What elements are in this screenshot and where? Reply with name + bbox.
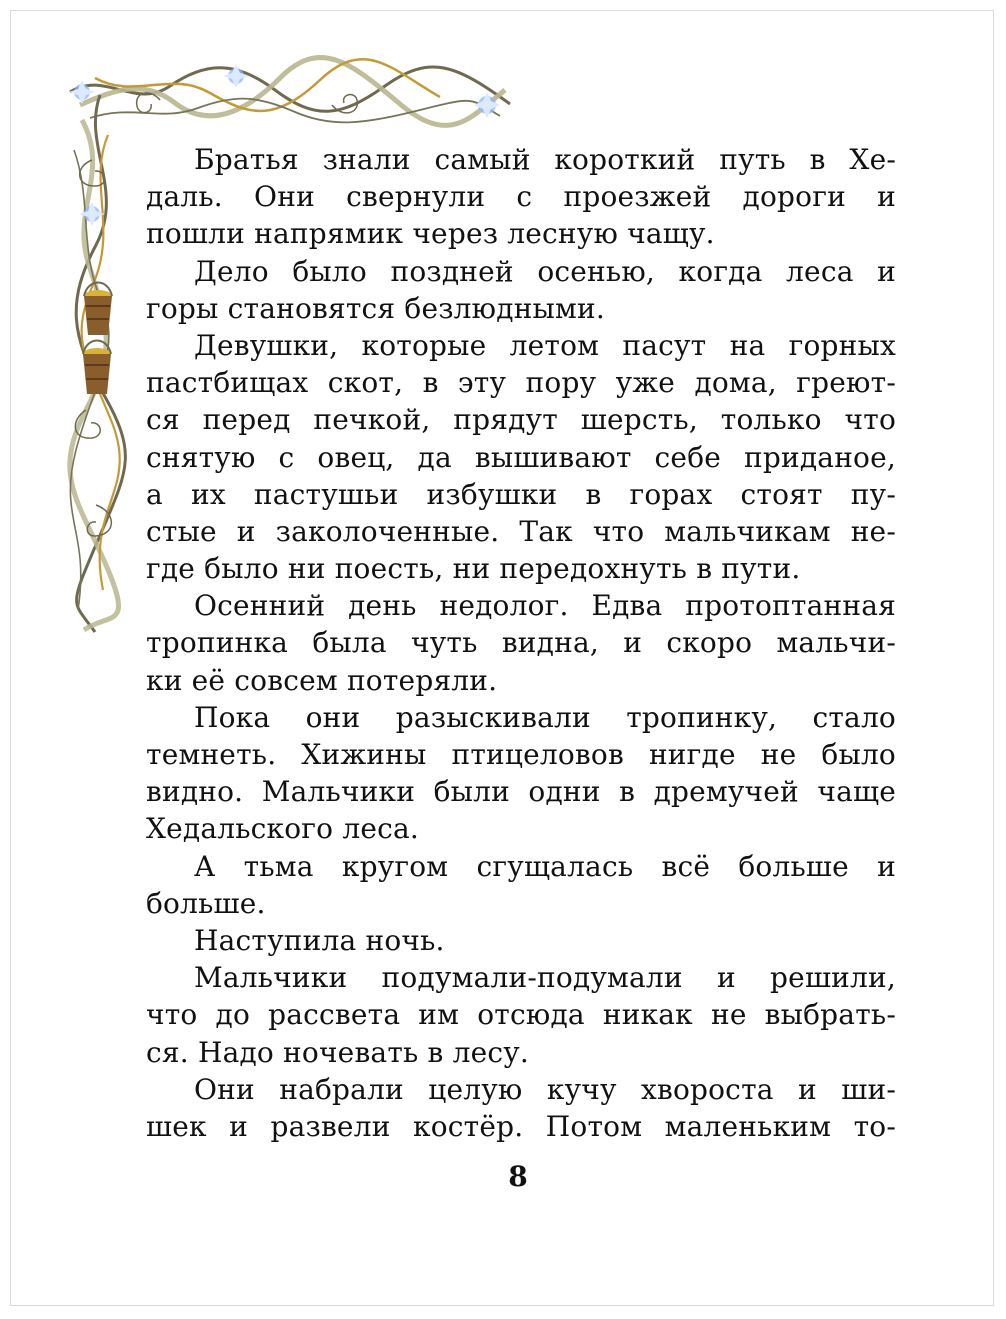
text-line: Хедальского леса. bbox=[146, 812, 419, 846]
text-line: видно. Мальчики были одни в дремучей чаще bbox=[146, 775, 896, 809]
text-line: стые и заколоченные. Так что мальчикам не- bbox=[146, 514, 896, 548]
text-line: пастбищах скот, в эту пору уже дома, греют- bbox=[146, 366, 896, 400]
text-line: шек и развели костёр. Потом маленьким то- bbox=[146, 1109, 896, 1143]
text-line: ки её совсем потеряли. bbox=[146, 663, 498, 697]
text-line: больше. bbox=[146, 886, 266, 920]
text-line: даль. Они свернули с проезжей дороги и bbox=[146, 180, 896, 214]
text-line: Они набрали целую кучу хвороста и ши- bbox=[194, 1072, 896, 1106]
text-line: горы становятся безлюдными. bbox=[146, 291, 605, 325]
text-line: снятую с овец, да вышивают себе приданое, bbox=[146, 440, 896, 474]
text-line: Пока они разыскивали тропинку, стало bbox=[194, 700, 896, 734]
text-line: а их пастушьи избушки в горах стоят пу- bbox=[146, 477, 896, 511]
page-text bbox=[146, 141, 896, 1145]
text-line: Мальчики подумали-подумали и решили, bbox=[194, 961, 896, 995]
text-line: тропинка была чуть видна, и скоро мальчи- bbox=[146, 626, 896, 660]
text-line: пошли напрямик через лесную чащу. bbox=[146, 217, 715, 251]
text-line: где было ни поесть, ни передохнуть в пути. bbox=[146, 552, 801, 586]
text-line: что до рассвета им отсюда никак не выбрать- bbox=[146, 998, 896, 1032]
text-line: темнеть. Хижины птицеловов нигде не было bbox=[146, 738, 896, 771]
text-line: Братья знали самый короткий путь в Хе- bbox=[194, 143, 896, 176]
text-line: Осенний день недолог. Едва протоптанная bbox=[194, 589, 896, 623]
text-line: ся. Надо ночевать в лесу. bbox=[146, 1035, 530, 1069]
text-line: ся перед печкой, прядут шерсть, только что bbox=[146, 403, 896, 437]
text-line: Дело было поздней осенью, когда леса и bbox=[194, 254, 896, 288]
text-line: Девушки, которые летом пасут на горных bbox=[194, 328, 896, 362]
text-line: Наступила ночь. bbox=[194, 923, 445, 957]
text-line: А тьма кругом сгущалась всё больше и bbox=[194, 849, 896, 883]
page-number: 8 bbox=[508, 1160, 528, 1193]
